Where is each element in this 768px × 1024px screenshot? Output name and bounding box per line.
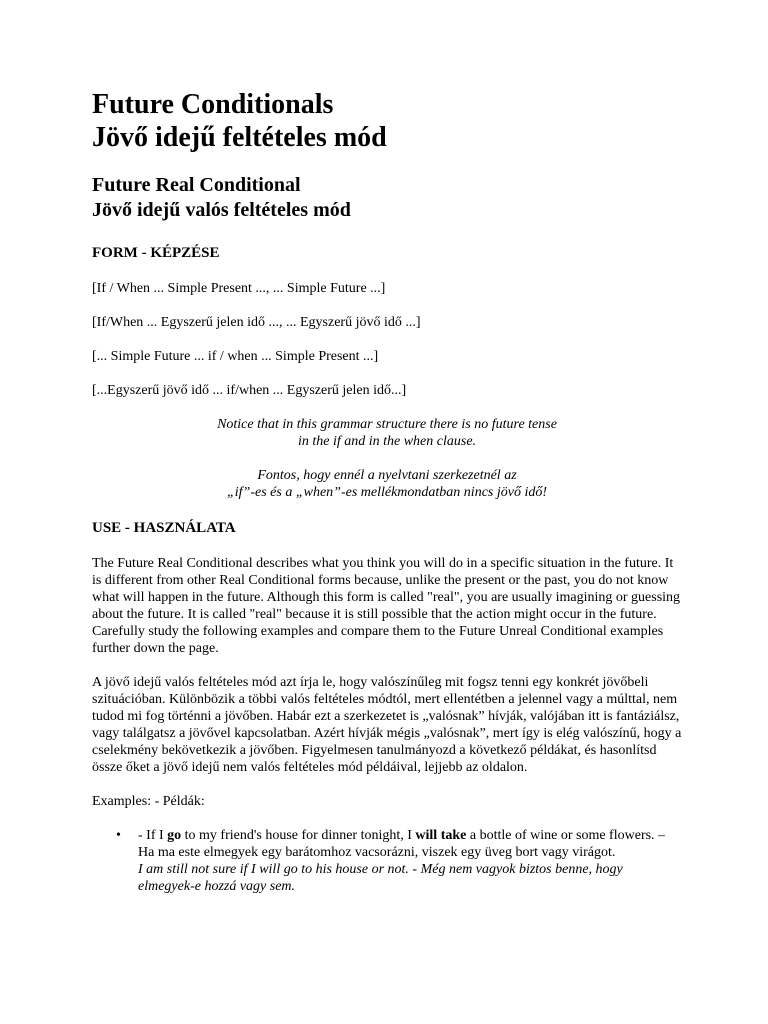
- examples-list: [92, 827, 682, 895]
- title-line-2: Jövő idejű feltételes mód: [92, 122, 387, 153]
- note-en-line-1: Notice that in this grammar structure there is no future tense: [217, 417, 557, 432]
- title-line-1: Future Conditionals: [92, 89, 334, 120]
- use-paragraph-hungarian: A jövő idejű valós feltételes mód azt írja le, hogy valószínűleg mit fogsz tenni egy konkrét jövőbeli szituációban. Különbözik a többi valós feltételes módtól, mert ellentétben a jelennel vagy a múlttal, nem tudod mi fog történni a jövőben. Habár ezt a szerkezetet is „valósnak” hívják, valójában itt is fantáziálsz, vagy találgatsz a jövővel kapcsolatban. Azért hívják mégis „valósnak”, mert így is elég valószínű, hogy a cselekmény bekövetkezik a jövőben. Figyelmesen tanulmányozd a következő példákat, és hasonlítsd össze őket a jövő idejű nem valós feltételes mód példáival, lejjebb az oldalon.: [92, 675, 682, 775]
- example-text-b: to my friend's house for dinner tonight, I: [181, 828, 416, 843]
- use-heading: USE - HASZNÁLATA: [92, 520, 236, 536]
- subtitle-line-2: Jövő idejű valós feltételes mód: [92, 199, 351, 221]
- form-pattern-3: [... Simple Future ... if / when ... Simple Present ...]: [92, 349, 379, 364]
- example-text-a: - If I: [138, 828, 168, 843]
- note-hu-line-2: „if”-es és a „when”-es mellékmondatban nincs jövő idő!: [226, 485, 548, 500]
- document-content: [92, 88, 682, 895]
- note-en-line-2: in the if and in the when clause.: [297, 434, 477, 449]
- page-title: [92, 88, 682, 154]
- example-bold-go: go: [167, 828, 182, 843]
- note-hungarian: [92, 467, 682, 501]
- use-paragraph-english: The Future Real Conditional describes what you think you will do in a specific situation in the future. It is different from other Real Conditional forms because, unlike the present or the past, you do not know what will happen in the future. Although this form is called "real", you are usually imagining or guessing about the future. It is called "real" because it is still possible that the action might occur in the future. Carefully study the following examples and compare them to the Future Unreal Conditional examples further down the page.: [92, 556, 681, 656]
- form-pattern-1: [If / When ... Simple Present ..., ... Simple Future ...]: [92, 281, 386, 296]
- note-hu-line-1: Fontos, hogy ennél a nyelvtani szerkezetnél az: [257, 468, 517, 483]
- bullet-icon: •: [116, 828, 121, 843]
- form-pattern-4: [...Egyszerű jövő idő ... if/when ... Egyszerű jelen idő...]: [92, 383, 407, 398]
- form-heading: FORM - KÉPZÉSE: [92, 245, 220, 261]
- subtitle-line-1: Future Real Conditional: [92, 174, 301, 196]
- section-title: [92, 173, 682, 223]
- note-english: [92, 416, 682, 450]
- example-italic-note: I am still not sure if I will go to his house or not. - Még nem vagyok biztos benne, hogy elmegyek-e hozzá vagy sem.: [138, 862, 623, 894]
- form-pattern-2: [If/When ... Egyszerű jelen idő ..., ... Egyszerű jövő idő ...]: [92, 315, 421, 330]
- examples-label: Examples: - Példák:: [92, 794, 205, 809]
- example-bold-will-take: will take: [415, 828, 467, 843]
- example-text-c: a bottle of wine or some flowers. – Ha ma este elmegyek egy barátomhoz vacsorázni, viszek egy üveg bort vagy virágot.: [138, 828, 666, 860]
- list-item: [92, 827, 682, 895]
